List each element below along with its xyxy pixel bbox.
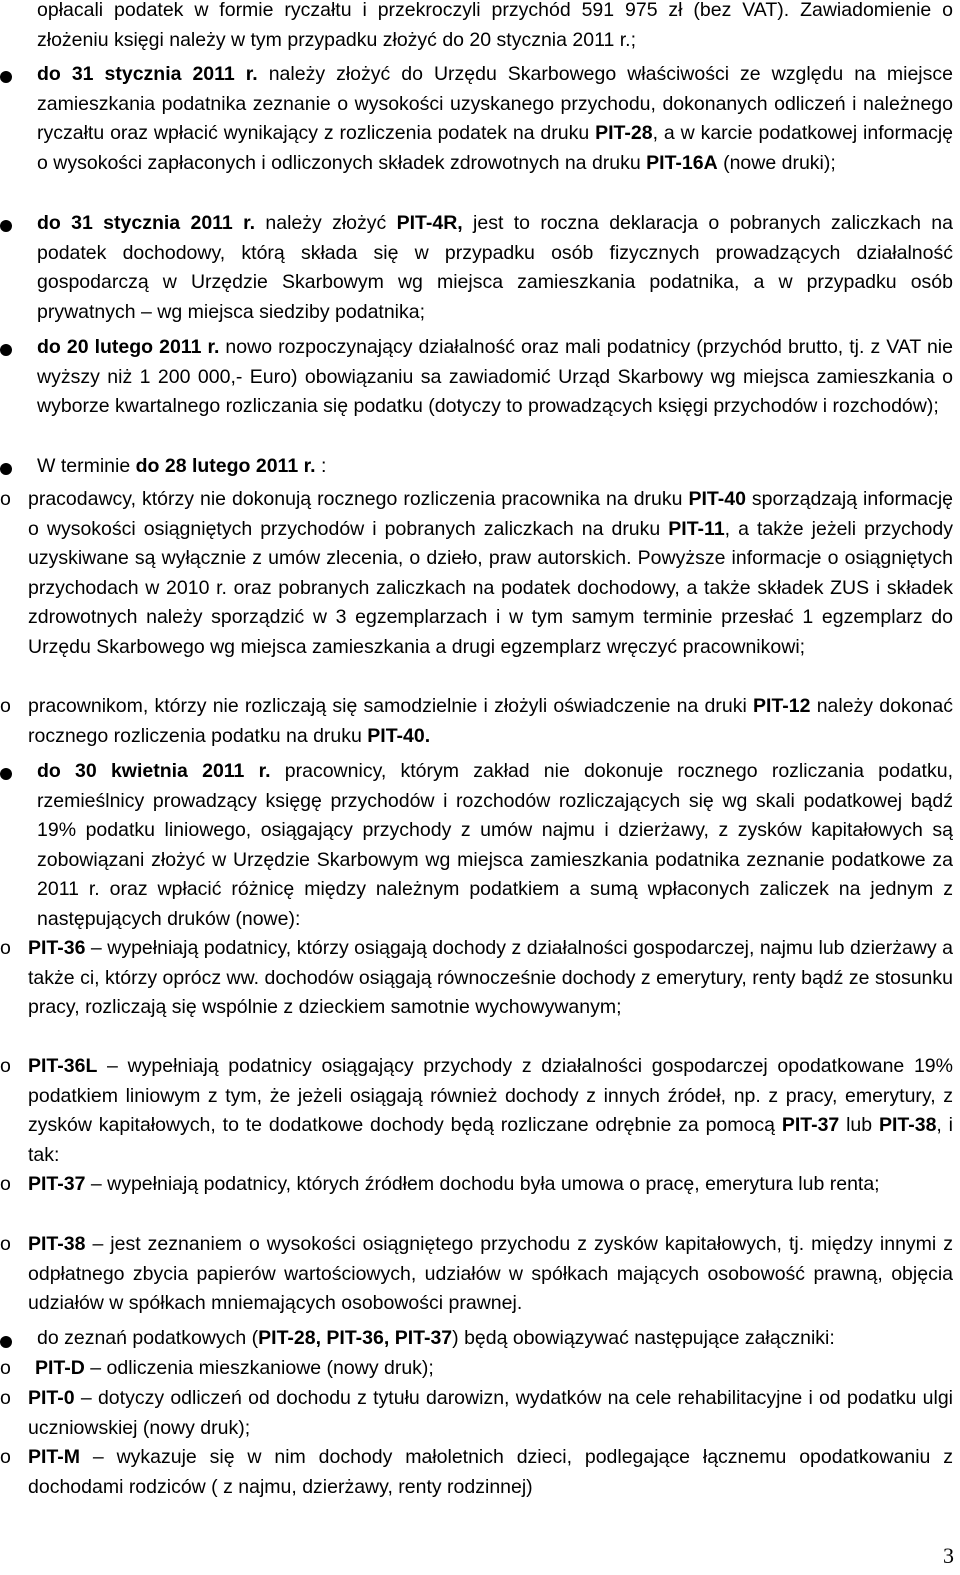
list-item-o1: pracodawcy, którzy nie dokonują rocznego rozliczenia pracownika na druku PIT-40 sporządzają informację o wysokości osiągniętych przychodów i pobranych zaliczkach na druku PIT-11, a także jeżeli przychody uzyskiwane są wyłącznie z umów zlecenia, o dzieło, praw autorskich. Powyższe informacje o osiągniętych przychodach w 2010 r. oraz pobranych zaliczkach na podatek dochodowy, a także składek ZUS i składek zdrowotnych należy sporządzić w 3 egzemplarzach i w tym samym terminie przesłać 1 egzemplarz do Urzędu Skarbowego wg miejsca zamieszkania a drugi egzemplarz wręczyć pracownikowi; — [28, 488, 953, 658]
form-code: PIT-12 — [753, 695, 811, 717]
form-code: PIT-28, PIT-36, PIT-37 — [258, 1327, 453, 1349]
form-code: PIT-4R, — [396, 212, 463, 234]
circle-bullet-icon: o — [0, 1387, 11, 1409]
form-code: PIT-D — [35, 1357, 85, 1379]
list-item-b5: do 30 kwietnia 2011 r. pracownicy, którym zakład nie dokonuje rocznego rozliczania podatku, rzemieślnicy prowadzący księgę przychodów i rozchodów rozliczających się wg skali podatkowej bądź 19% podatku liniowego, osiągający przychody z umów najmu i dzierżawy, z zysków kapitałowych są zobowiązani złożyć w Urzędzie Skarbowym wg miejsca zamieszkania podatnika zeznanie podatkowe za 2011 r. oraz wpłacić różnicę między należnym podatkiem a sumą wpłaconych zaliczek na jednym z następujących druków (nowe): — [37, 760, 953, 930]
page-number: 3 — [943, 1543, 954, 1568]
form-code: PIT-M — [28, 1446, 80, 1468]
circle-bullet-icon: o — [0, 1173, 11, 1195]
form-code: PIT-40 — [688, 488, 746, 510]
list-item-o9: PIT-M – wykazuje się w nim dochody małoletnich dzieci, podlegające łącznemu opodatkowaniu z dochodami rodziców ( z najmu, dzierżawy, renty rodzinnej) — [28, 1446, 953, 1498]
form-code: PIT-38 — [878, 1114, 937, 1136]
circle-bullet-icon: o — [0, 1446, 11, 1468]
list-item-b4: W terminie do 28 lutego 2011 r. : — [37, 455, 327, 477]
deadline-date: do 31 stycznia 2011 r. — [37, 212, 256, 234]
form-code: PIT-36 — [28, 937, 86, 959]
deadline-date: do 30 kwietnia 2011 r. — [37, 760, 271, 782]
circle-bullet-icon: o — [0, 1233, 11, 1255]
form-code: PIT-38 — [28, 1233, 86, 1255]
form-code: PIT-40. — [367, 724, 431, 747]
list-item-b6: do zeznań podatkowych (PIT-28, PIT-36, PIT-37) będą obowiązywać następujące załączniki: — [37, 1327, 835, 1349]
list-item-o5: PIT-37 – wypełniają podatnicy, których źródłem dochodu była umowa o pracę, emerytura lub renta; — [28, 1173, 880, 1195]
bullet-icon — [0, 1336, 12, 1348]
form-code: PIT-36L — [28, 1055, 98, 1077]
list-item-o6: PIT-38 – jest zeznaniem o wysokości osiągniętego przychodu z zysków kapitałowych, tj. między innymi z odpłatnego zbycia papierów wartościowych, udziałów w spółkach mających osobowość prawną, objęcia udziałów w spółkach mniemających osobowości prawnej. — [28, 1233, 953, 1314]
list-item-o8: PIT-0 – dotyczy odliczeń od dochodu z tytułu darowizn, wydatków na cele rehabilitacyjne i od podatku ulgi uczniowskiej (nowy druk); — [28, 1387, 953, 1439]
form-code: PIT-0 — [28, 1387, 75, 1409]
form-code: PIT-37 — [781, 1114, 840, 1136]
bullet-icon — [0, 463, 12, 475]
circle-bullet-icon: o — [0, 488, 11, 510]
form-code: PIT-37 — [28, 1173, 86, 1195]
list-item-b2: do 31 stycznia 2011 r. należy złożyć PIT-4R, jest to roczna deklaracja o pobranych zaliczkach na podatek dochodowy, którą składa się w przypadku osób fizycznych prowadzących działalność gospodarczą w Urzędzie Skarbowym wg miejsca zamieszkania podatnika, a w przypadku osób prywatnych – wg miejsca siedziby podatnika; — [37, 212, 953, 323]
deadline-date: do 28 lutego 2011 r. — [135, 455, 316, 477]
circle-bullet-icon: o — [0, 1055, 11, 1077]
deadline-date: do 20 lutego 2011 r. — [37, 336, 220, 358]
circle-bullet-icon: o — [0, 695, 11, 717]
form-code: PIT-16A — [646, 151, 718, 174]
intro-paragraph: opłacali podatek w formie ryczałtu i przekroczyli przychód 591 975 zł (bez VAT). Zawiadomienie o złożeniu księgi należy w tym przypadku złożyć do 20 stycznia 2011 r.; — [37, 0, 953, 51]
circle-bullet-icon: o — [0, 937, 11, 959]
list-item-b3: do 20 lutego 2011 r. nowo rozpoczynający działalność oraz mali podatnicy (przychód brutto, tj. z VAT nie wyższy niż 1 200 000,- Euro) obowiązaniu sa zawiadomić Urząd Skarbowy wg miejsca zamieszkania o wyborze kwartalnego rozliczania się podatku (dotyczy to prowadzących księgi przychodów i rozchodów); — [37, 336, 953, 417]
list-item-o2: pracownikom, którzy nie rozliczają się samodzielnie i złożyli oświadczenie na druki PIT-12 należy dokonać rocznego rozliczenia podatku na druku PIT-40. — [28, 695, 953, 747]
circle-bullet-icon: o — [0, 1357, 11, 1379]
form-code: PIT-28 — [595, 122, 653, 144]
list-item-o3: PIT-36 – wypełniają podatnicy, którzy osiągają dochody z działalności gospodarczej, najmu lub dzierżawy a także ci, którzy oprócz ww. dochodów osiągają równocześnie dochody z emerytury, renty bądź ze stosunku pracy, rozliczają się wspólnie z dzieckiem samotnie wychowywanym; — [28, 937, 953, 1018]
bullet-icon — [0, 71, 12, 83]
list-item-o4: PIT-36L – wypełniają podatnicy osiągający przychody z działalności gospodarczej opodatkowane 19% podatkiem liniowym z tym, że jeżeli osiągają również dochody z innych źródeł, np. z pracy, emerytury, z zysków kapitałowych, to te dodatkowe dochody będą rozliczane odrębnie za pomocą PIT-37 lub PIT-38, i tak: — [28, 1055, 954, 1166]
bullet-icon — [0, 768, 12, 780]
deadline-date: do 31 stycznia 2011 r. — [37, 63, 258, 85]
list-item-b1: do 31 stycznia 2011 r. należy złożyć do Urzędu Skarbowego właściwości ze względu na miejsce zamieszkania podatnika zeznanie o wysokości uzyskanego przychodu, dokonanych odliczeń i należnego ryczałtu oraz wpłacić wynikający z rozliczenia podatek na druku PIT-28, a w karcie podatkowej informację o wysokości zapłaconych i odliczonych składek zdrowotnych na druku PIT-16A (nowe druki); — [37, 63, 953, 174]
bullet-icon — [0, 220, 12, 232]
list-item-o7: PIT-D – odliczenia mieszkaniowe (nowy druk); — [35, 1357, 434, 1379]
form-code: PIT-11 — [668, 517, 725, 540]
bullet-icon — [0, 344, 12, 356]
